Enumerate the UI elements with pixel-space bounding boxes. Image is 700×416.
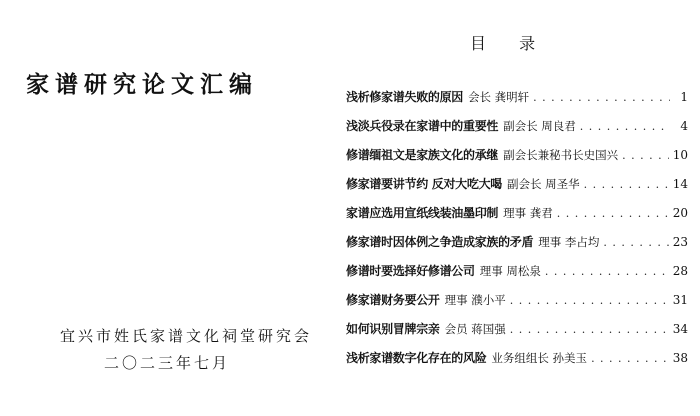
dot-leader: [584, 178, 669, 191]
publication-date: 二〇二三年七月: [104, 354, 231, 372]
toc-entry-author: 会长 龚明轩: [468, 90, 530, 104]
toc-entry-page: 31: [672, 293, 688, 307]
toc-entry-title: 修家谱财务要公开: [346, 293, 440, 307]
toc-entry-page: 23: [672, 235, 688, 249]
toc-list: [346, 88, 688, 378]
toc-entry[interactable]: [346, 117, 688, 146]
toc-entry-title: 浅淡兵役录在家谱中的重要性: [346, 119, 499, 133]
toc-entry-title: 家谱应选用宣纸线装油墨印制: [346, 206, 499, 220]
toc-entry[interactable]: [346, 320, 688, 349]
toc-entry-title: 修谱时要选择好修谱公司: [346, 264, 475, 278]
toc-page: [330, 0, 700, 416]
toc-entry-author: 理事 龚君: [503, 206, 553, 220]
toc-entry-page: 1: [680, 90, 688, 104]
toc-entry-title: 浅析家谱数字化存在的风险: [346, 351, 487, 365]
dot-leader: [580, 120, 670, 133]
toc-entry-author: 理事 周松泉: [479, 264, 541, 278]
toc-entry-page: 28: [672, 264, 688, 278]
toc-entry-title: 修谱缅祖文是家族文化的承继: [346, 148, 499, 162]
toc-entry-author: 理事 濮小平: [444, 293, 506, 307]
toc-entry-title: 修家谱时因体例之争造成家族的矛盾: [346, 235, 534, 249]
toc-entry[interactable]: [346, 233, 688, 262]
toc-entry[interactable]: [346, 88, 688, 117]
dot-leader: [591, 352, 669, 365]
toc-entry[interactable]: [346, 349, 688, 378]
toc-entry-title: 浅析修家谱失败的原因: [346, 90, 464, 104]
toc-entry-author: 副会长兼秘书长史国兴: [503, 148, 619, 162]
dot-leader: [557, 207, 669, 220]
toc-entry-page: 4: [680, 119, 688, 133]
publisher: 宜兴市姓氏家谱文化祠堂研究会: [60, 327, 313, 345]
toc-entry-page: 10: [672, 148, 688, 162]
toc-entry[interactable]: [346, 262, 688, 291]
dot-leader: [533, 91, 670, 104]
toc-entry[interactable]: [346, 146, 688, 175]
toc-entry-author: 副会长 周良君: [503, 119, 576, 133]
toc-entry-title: 修家谱要讲节约 反对大吃大喝: [346, 177, 502, 191]
toc-entry[interactable]: [346, 291, 688, 320]
dot-leader: [603, 236, 668, 249]
toc-entry-page: 34: [672, 322, 688, 336]
toc-entry[interactable]: [346, 204, 688, 233]
toc-entry-page: 14: [672, 177, 688, 191]
cover-page: [0, 0, 330, 416]
toc-entry-author: 业务组组长 孙美玉: [491, 351, 588, 365]
book-title: 家谱研究论文汇编: [26, 72, 258, 98]
dot-leader: [510, 323, 669, 336]
toc-entry[interactable]: [346, 175, 688, 204]
dot-leader: [510, 294, 669, 307]
toc-entry-author: 会员 蒋国强: [444, 322, 506, 336]
dot-leader: [622, 149, 669, 162]
toc-entry-author: 理事 李占均: [538, 235, 600, 249]
toc-entry-page: 38: [672, 351, 688, 365]
toc-heading: 目 录: [470, 34, 550, 53]
toc-entry-title: 如何识别冒牌宗亲: [346, 322, 440, 336]
toc-entry-author: 副会长 周圣华: [506, 177, 580, 191]
toc-entry-page: 20: [672, 206, 688, 220]
dot-leader: [545, 265, 669, 278]
